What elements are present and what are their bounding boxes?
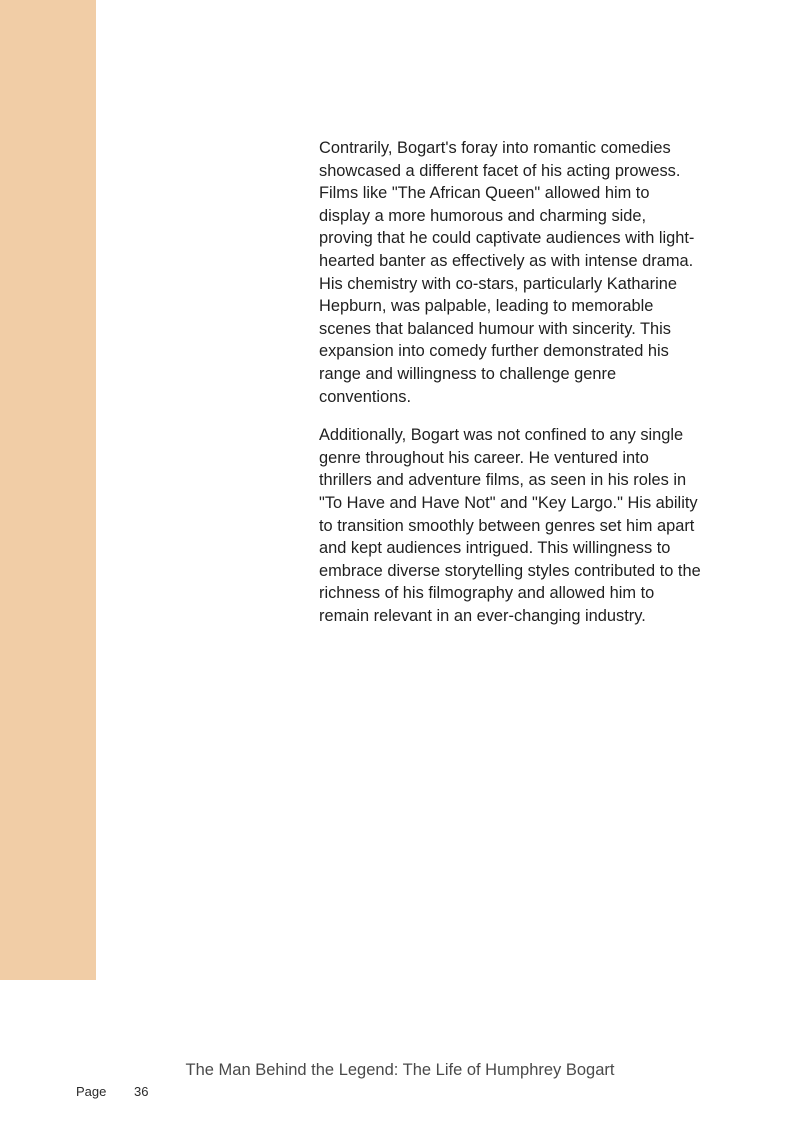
paragraph-2: Additionally, Bogart was not confined to any single genre throughout his career. He ventured into thrillers and adventure films, as seen in his roles in "To Have and Have Not" and "Key Largo." His ability to transition smoothly between genres set him apart and kept audiences intrigued. This willingness to embrace diverse storytelling styles contributed to the richness of his filmography and allowed him to remain relevant in an ever-changing industry. <box>319 426 701 625</box>
decorative-sidebar-band <box>0 0 96 980</box>
footer-book-title: The Man Behind the Legend: The Life of Humphrey Bogart <box>185 1061 615 1079</box>
paragraph-1: Contrarily, Bogart's foray into romantic comedies showcased a different facet of his acting prowess. Films like "The African Queen" allowed him to display a more humorous and charming side, proving that he could captivate audiences with light-hearted banter as effectively as with intense drama. His chemistry with co-stars, particularly Katharine Hepburn, was palpable, leading to memorable scenes that balanced humour with sincerity. This expansion into comedy further demonstrated his range and willingness to challenge genre conventions. <box>319 139 695 406</box>
page-number: 36 <box>134 1084 149 1099</box>
page-label: Page <box>76 1084 107 1099</box>
body-text <box>319 137 704 643</box>
